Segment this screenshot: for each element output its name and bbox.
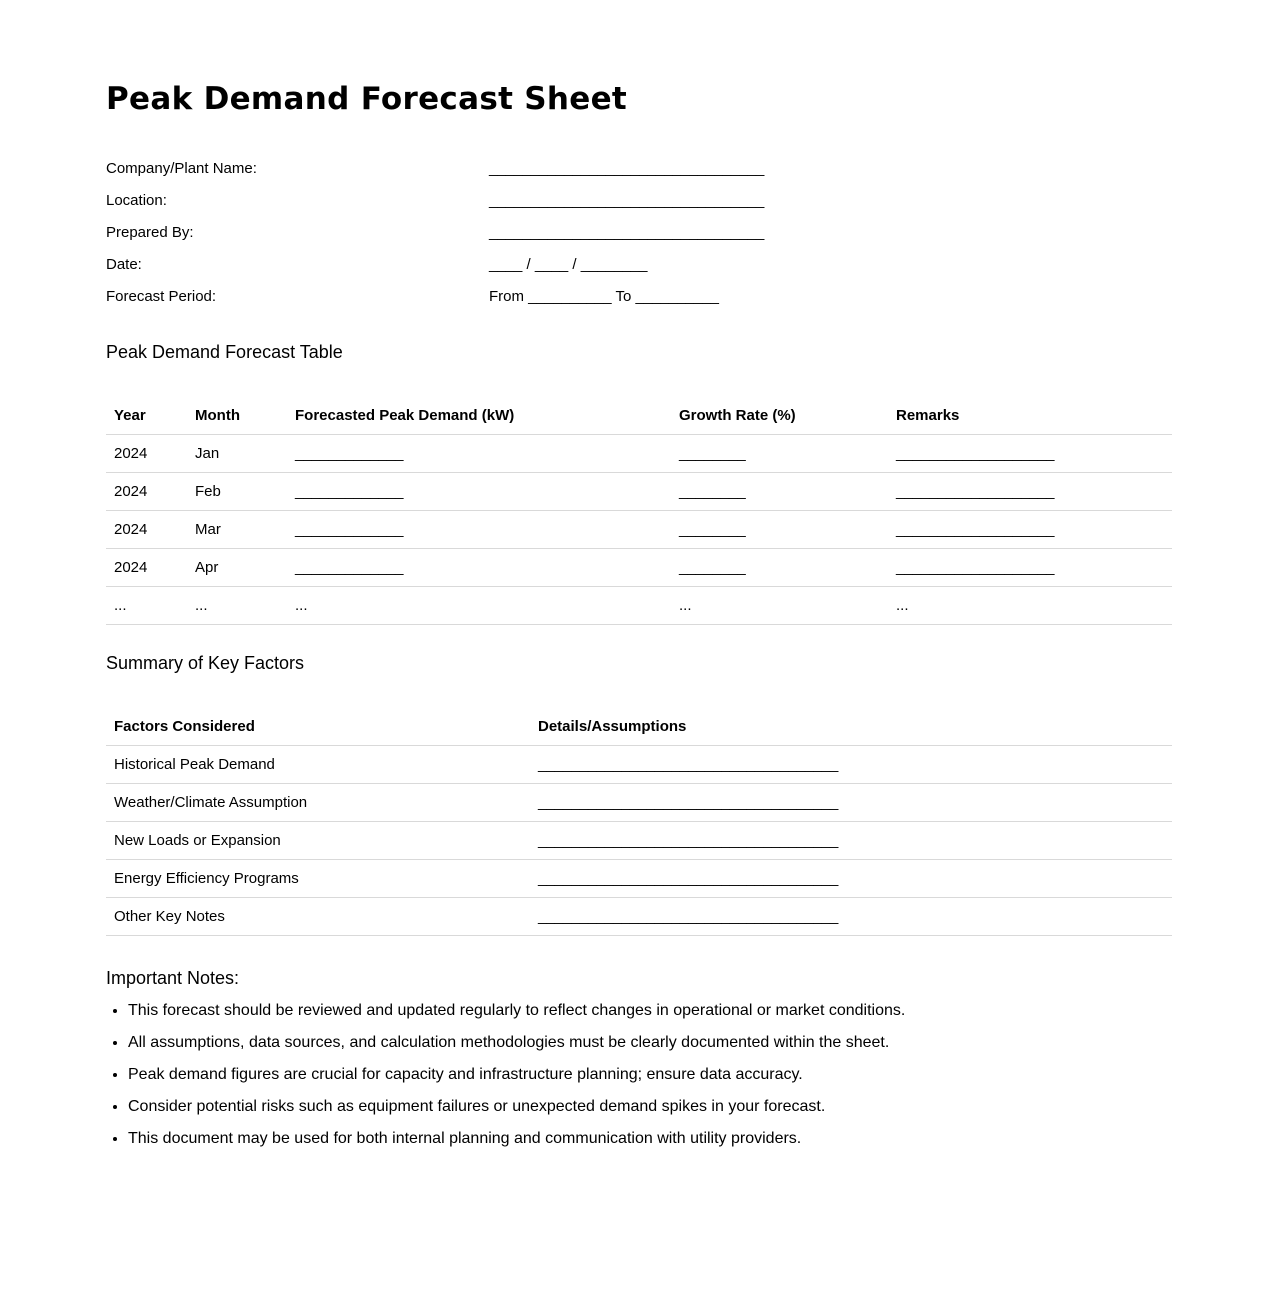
factor-name-cell: Weather/Climate Assumption	[106, 784, 530, 822]
table-row	[106, 473, 1172, 511]
info-label: Company/Plant Name:	[106, 160, 257, 177]
factor-name-cell: Energy Efficiency Programs	[106, 860, 530, 898]
factor-name-cell: Historical Peak Demand	[106, 746, 530, 784]
page-title: Peak Demand Forecast Sheet	[106, 81, 628, 117]
forecast-table-heading: Peak Demand Forecast Table	[106, 342, 343, 362]
notes-list	[106, 999, 1188, 1159]
remarks-field[interactable]: ___________________	[888, 511, 1172, 549]
factor-name-cell: New Loads or Expansion	[106, 822, 530, 860]
details-field[interactable]: ____________________________________	[530, 898, 1172, 936]
column-header-month: Month	[187, 396, 287, 435]
details-field[interactable]: ____________________________________	[530, 746, 1172, 784]
column-header-factors: Factors Considered	[106, 707, 530, 746]
info-row-date	[106, 253, 806, 285]
info-row-prepared-by	[106, 221, 806, 253]
info-label: Date:	[106, 256, 142, 273]
ellipsis-cell: ...	[888, 587, 1172, 625]
table-row	[106, 898, 1172, 936]
forecast-table	[106, 396, 1172, 625]
ellipsis-cell: ...	[187, 587, 287, 625]
growth-rate-field[interactable]: ________	[671, 549, 888, 587]
company-name-field[interactable]: _________________________________	[489, 160, 765, 177]
list-item: • Consider potential risks such as equipment failures or unexpected demand spikes in your forecast.	[128, 1095, 1188, 1127]
info-label: Forecast Period:	[106, 288, 217, 305]
location-field[interactable]: _________________________________	[489, 192, 765, 209]
date-field[interactable]: ____ / ____ / ________	[489, 256, 648, 273]
column-header-year: Year	[106, 396, 187, 435]
peak-demand-field[interactable]: _____________	[287, 511, 671, 549]
table-row	[106, 435, 1172, 473]
table-row	[106, 587, 1172, 625]
column-header-remarks: Remarks	[888, 396, 1172, 435]
column-header-peak-demand: Forecasted Peak Demand (kW)	[287, 396, 671, 435]
details-field[interactable]: ____________________________________	[530, 822, 1172, 860]
peak-demand-field[interactable]: _____________	[287, 435, 671, 473]
ellipsis-cell: ...	[671, 587, 888, 625]
ellipsis-cell: ...	[106, 587, 187, 625]
growth-rate-field[interactable]: ________	[671, 435, 888, 473]
details-field[interactable]: ____________________________________	[530, 784, 1172, 822]
year-cell: 2024	[106, 473, 187, 511]
table-row	[106, 860, 1172, 898]
table-row	[106, 511, 1172, 549]
details-field[interactable]: ____________________________________	[530, 860, 1172, 898]
table-row	[106, 549, 1172, 587]
info-row-forecast-period	[106, 285, 806, 317]
notes-heading: Important Notes:	[106, 968, 240, 988]
remarks-field[interactable]: ___________________	[888, 549, 1172, 587]
peak-demand-field[interactable]: _____________	[287, 473, 671, 511]
factors-table-heading: Summary of Key Factors	[106, 653, 305, 673]
factor-name-cell: Other Key Notes	[106, 898, 530, 936]
remarks-field[interactable]: ___________________	[888, 473, 1172, 511]
ellipsis-cell: ...	[287, 587, 671, 625]
table-row	[106, 746, 1172, 784]
table-row	[106, 784, 1172, 822]
column-header-growth-rate: Growth Rate (%)	[671, 396, 888, 435]
table-header-row	[106, 707, 1172, 746]
month-cell: Apr	[187, 549, 287, 587]
info-row-location	[106, 189, 806, 221]
table-header-row	[106, 396, 1172, 435]
info-section	[106, 157, 806, 317]
growth-rate-field[interactable]: ________	[671, 511, 888, 549]
growth-rate-field[interactable]: ________	[671, 473, 888, 511]
list-item: • All assumptions, data sources, and calculation methodologies must be clearly documented within the sheet.	[128, 1031, 1188, 1063]
forecast-period-field[interactable]: From __________ To __________	[489, 288, 719, 305]
month-cell: Jan	[187, 435, 287, 473]
column-header-details: Details/Assumptions	[530, 707, 1172, 746]
remarks-field[interactable]: ___________________	[888, 435, 1172, 473]
factors-table	[106, 707, 1172, 936]
info-label: Prepared By:	[106, 224, 194, 241]
table-row	[106, 822, 1172, 860]
list-item: • This document may be used for both internal planning and communication with utility providers.	[128, 1127, 1188, 1159]
year-cell: 2024	[106, 511, 187, 549]
list-item: • Peak demand figures are crucial for capacity and infrastructure planning; ensure data accuracy.	[128, 1063, 1188, 1095]
month-cell: Feb	[187, 473, 287, 511]
info-row-company	[106, 157, 806, 189]
year-cell: 2024	[106, 435, 187, 473]
peak-demand-field[interactable]: _____________	[287, 549, 671, 587]
month-cell: Mar	[187, 511, 287, 549]
list-item: • This forecast should be reviewed and updated regularly to reflect changes in operational or market conditions.	[128, 999, 1188, 1031]
prepared-by-field[interactable]: _________________________________	[489, 224, 765, 241]
year-cell: 2024	[106, 549, 187, 587]
info-label: Location:	[106, 192, 167, 209]
